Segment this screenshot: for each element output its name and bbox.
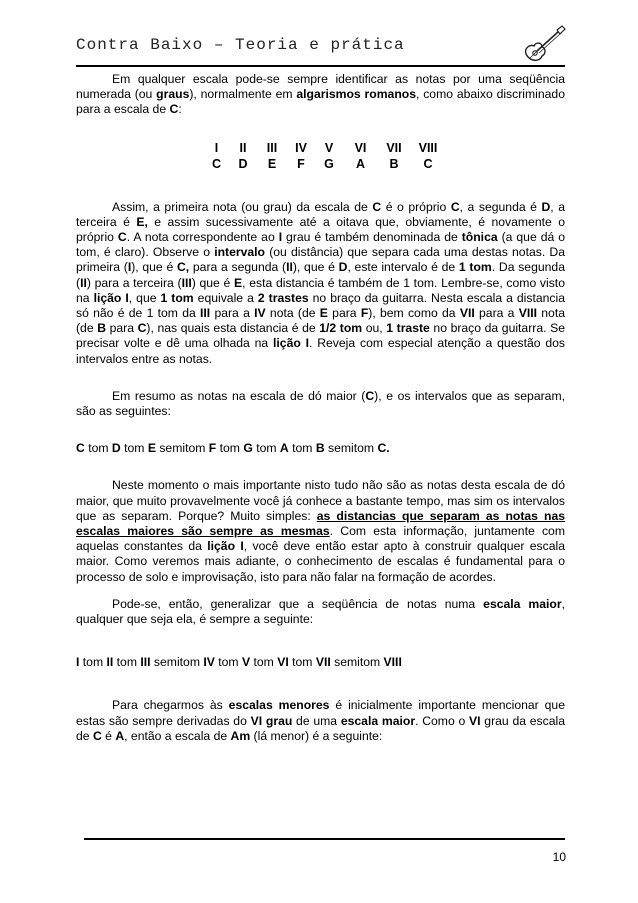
text-run: semitom xyxy=(155,441,209,456)
bold-text: escalas menores xyxy=(228,698,330,713)
header-title: Contra Baixo – Teoria e prática xyxy=(76,36,405,54)
text-run: para xyxy=(106,321,138,336)
note-cell: B xyxy=(389,156,399,171)
note-cell: C xyxy=(423,156,433,171)
text-run: tom xyxy=(120,441,148,456)
bold-text: E xyxy=(319,306,328,321)
bold-text: C xyxy=(92,728,102,743)
bold-text: escala maior xyxy=(483,596,562,611)
note-row xyxy=(204,156,446,172)
text-run: : xyxy=(178,102,182,117)
header-divider xyxy=(76,65,565,67)
bold-text: E, xyxy=(136,214,148,229)
bold-text: D xyxy=(541,199,551,214)
bold-text: lição I xyxy=(93,290,129,305)
bold-text: I xyxy=(127,260,132,275)
text-run: para a xyxy=(210,306,255,321)
bold-text: III xyxy=(140,655,151,670)
text-run: tom xyxy=(252,441,280,456)
bold-text: II xyxy=(80,275,87,290)
text-run: (a que dá o tom, é claro). Observe o xyxy=(76,230,565,260)
text-run: Pode-se, então, generalizar que a seqüência de notas numa xyxy=(112,596,484,611)
text-run: , que xyxy=(128,290,161,305)
bold-text: I xyxy=(76,655,80,670)
text-run: ), bem como da xyxy=(368,306,460,321)
bold-text: V xyxy=(241,655,251,670)
bold-text: IV xyxy=(254,306,266,321)
bold-text: III xyxy=(200,306,211,321)
text-run: . Reveja com especial atenção a questão dos intervalos entre as notas. xyxy=(76,336,565,366)
text-run: equivale a xyxy=(193,290,258,305)
text-run: é xyxy=(101,728,116,743)
text-run: tom xyxy=(214,655,242,670)
bold-text: lição I xyxy=(207,539,244,554)
text-run: , este intervalo é de xyxy=(347,260,459,275)
guitar-icon xyxy=(522,24,566,69)
bold-text: C xyxy=(450,199,460,214)
bold-text: F xyxy=(360,306,369,321)
bold-text: graus xyxy=(156,87,190,102)
text-run: no braço da guitarra. Nesta escala a distancia só não é de 1 tom da xyxy=(76,290,565,321)
text-run: de uma xyxy=(292,713,341,728)
note-cell: F xyxy=(297,156,305,171)
bold-text: VII xyxy=(315,655,331,670)
text-run: semitom xyxy=(150,655,204,670)
bold-text: lição I xyxy=(273,336,310,351)
bold-text: B xyxy=(315,441,325,456)
text-run: , você deve então estar apto à construir qualquer escala maior. Como veremos mais adiante, o conhecimento de escalas é fundamental para o processo de solo e improvisação, isto para não falar na formação de acordes. xyxy=(76,539,565,584)
note-cell: D xyxy=(238,156,248,171)
bold-text: III xyxy=(181,275,192,290)
intervals-paragraph xyxy=(76,200,565,367)
degree-cell: IV xyxy=(295,140,307,155)
bold-text: I xyxy=(278,230,283,245)
bold-text: C xyxy=(169,102,179,117)
bold-text: VIII xyxy=(518,306,538,321)
bold-text: 1/2 tom xyxy=(319,321,363,336)
degree-row xyxy=(204,140,446,156)
text-run: tom xyxy=(216,441,244,456)
bold-text: 1 traste xyxy=(386,321,430,336)
text-run: nota (de xyxy=(76,306,565,336)
bold-text: C xyxy=(365,388,375,403)
page-header xyxy=(76,36,566,54)
text-run: tom xyxy=(79,655,107,670)
degree-table xyxy=(204,140,446,172)
text-run: . Da segunda ( xyxy=(76,260,565,290)
bold-text: algarismos romanos xyxy=(296,87,416,102)
intro-paragraph xyxy=(76,72,565,118)
page-number: 10 xyxy=(552,850,566,864)
text-run: , então a escala de xyxy=(124,728,231,743)
bold-text: D xyxy=(111,441,121,456)
bold-text: B xyxy=(97,321,107,336)
text-run: Em qualquer escala pode-se sempre identificar as notas por uma seqüência numerada (ou xyxy=(76,72,565,102)
bold-text: G xyxy=(243,441,253,456)
bold-text: C, xyxy=(176,260,190,275)
degree-cell: II xyxy=(239,140,247,155)
bold-text: C xyxy=(76,441,85,456)
bold-text: F xyxy=(208,441,217,456)
text-run: , esta distancia é também de 1 tom. Lembre-se, como visto na xyxy=(76,275,565,305)
text-run: ) que é xyxy=(191,275,234,290)
bold-text: C. xyxy=(377,441,390,456)
bold-text: C xyxy=(117,230,127,245)
degree-cell: VIII xyxy=(418,140,438,155)
text-run: semitom xyxy=(324,441,378,456)
bold-text: E xyxy=(147,441,156,456)
text-run: (lá menor) é a seguinte: xyxy=(250,728,383,743)
degree-cell: I xyxy=(214,140,219,155)
summary-paragraph xyxy=(76,389,565,419)
bold-text: 1 tom xyxy=(160,290,194,305)
text-run: para a segunda ( xyxy=(189,260,287,275)
bold-text: D xyxy=(338,260,348,275)
bold-text: VI xyxy=(469,713,481,728)
degree-cell: III xyxy=(266,140,278,155)
bold-text: VII xyxy=(459,306,475,321)
generalize-paragraph xyxy=(76,597,565,627)
text-run: grau é também denominada de xyxy=(282,230,462,245)
text-run: é inicialmente importante mencionar que estas são sempre derivadas do xyxy=(76,698,565,728)
text-run: ), que é xyxy=(292,260,339,275)
text-run: semitom xyxy=(330,655,384,670)
moment-paragraph xyxy=(76,478,565,584)
footer-divider xyxy=(84,838,565,840)
degree-cell: VI xyxy=(354,140,367,155)
major-scale-formula-line xyxy=(76,655,565,670)
bold-text: A xyxy=(115,728,125,743)
text-run: no braço da guitarra. Se precisar volte e dê uma olhada na xyxy=(76,321,565,351)
text-run: . Com esta informação, juntamente com aquelas constantes da xyxy=(76,524,565,554)
bold-text: II xyxy=(106,655,114,670)
text-run: ou, xyxy=(362,321,387,336)
text-run: (ou distância) que separa cada uma destas notas. Da primeira ( xyxy=(76,245,565,275)
text-run: Em resumo as notas na escala de dó maior ( xyxy=(112,388,366,403)
bold-text: as distancias que separam as notas nas escalas maiores são sempre as mesmas xyxy=(76,508,565,539)
text-run: ), normalmente em xyxy=(189,87,297,102)
bold-text: C xyxy=(137,321,147,336)
note-cell: A xyxy=(355,156,366,171)
bold-text: 2 trastes xyxy=(257,290,309,305)
text-run: tom xyxy=(84,441,112,456)
text-run: Para chegarmos às xyxy=(112,698,229,713)
text-run: tom xyxy=(288,655,316,670)
page-body xyxy=(76,72,565,744)
bold-text: C xyxy=(372,199,382,214)
note-cell: G xyxy=(324,156,334,171)
text-run: ), nas quais esta distancia é de xyxy=(146,321,320,336)
text-run: tom xyxy=(250,655,278,670)
text-run: Assim, a primeira nota (ou grau) da escala de xyxy=(112,199,373,214)
text-run: , a segunda é xyxy=(459,199,542,214)
minor-scales-paragraph xyxy=(76,698,565,744)
text-run: . Como o xyxy=(415,713,470,728)
text-run: grau da escala de xyxy=(76,713,565,743)
bold-text: 1 tom xyxy=(458,260,492,275)
bold-text: VI xyxy=(277,655,289,670)
text-run: e assim sucessivamente até a oitava que, obviamente, é novamente o próprio xyxy=(76,214,565,245)
text-run: ) para a terceira ( xyxy=(86,275,182,290)
bold-text: escala maior xyxy=(340,713,416,728)
bold-text: VI grau xyxy=(250,713,293,728)
bold-text: VIII xyxy=(383,655,402,670)
bold-text: A xyxy=(279,441,289,456)
text-run: é o próprio xyxy=(381,199,451,214)
text-run: , como abaixo discriminado para a escala de xyxy=(76,87,565,117)
text-run: ), e os intervalos que as separam, são as seguintes: xyxy=(76,388,565,419)
bold-text: II xyxy=(286,260,293,275)
text-run: . A nota correspondente ao xyxy=(126,230,279,245)
text-run: Neste momento o mais importante nisto tudo não são as notas desta escala de dó maior, que muito provavelmente você já conhece a bastante tempo, mas sim os intervalos que as separam. Porque? Muito simples: xyxy=(76,478,565,523)
text-run: tom xyxy=(113,655,141,670)
bold-text: E xyxy=(234,275,243,290)
bold-text: IV xyxy=(203,655,215,670)
text-run: nota (de xyxy=(265,306,320,321)
note-cell: E xyxy=(267,156,277,171)
text-run: , a terceira é xyxy=(76,199,565,229)
bold-text: Am xyxy=(230,728,251,743)
text-run: ), que é xyxy=(131,260,177,275)
text-run: para a xyxy=(474,306,519,321)
c-major-scale-line xyxy=(76,441,565,456)
text-run: , qualquer que seja ela, é sempre a seguinte: xyxy=(76,596,565,627)
text-run: tom xyxy=(288,441,316,456)
degree-cell: V xyxy=(324,140,334,155)
bold-text: intervalo xyxy=(214,245,265,260)
text-run: para xyxy=(327,306,361,321)
bold-text: tônica xyxy=(461,230,498,245)
note-cell: C xyxy=(211,156,222,171)
degree-cell: VII xyxy=(386,140,402,155)
